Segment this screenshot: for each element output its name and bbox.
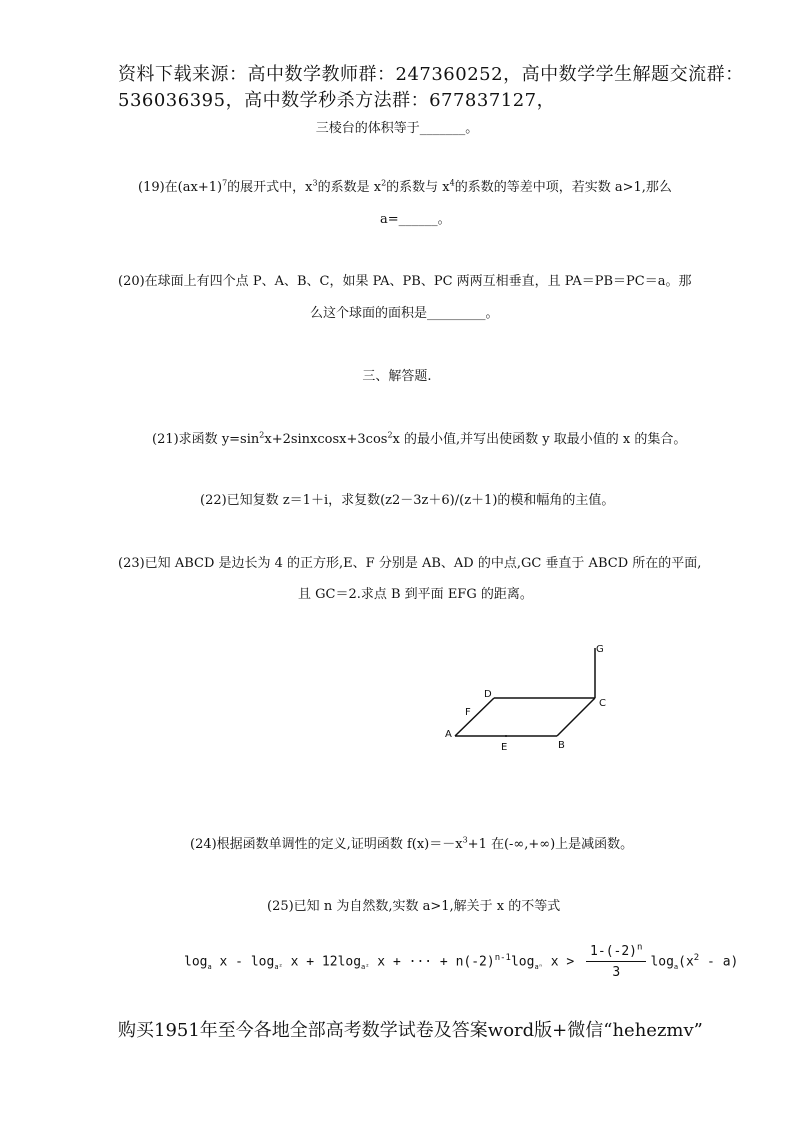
q20-line-2: 么这个球面的面积是_________。 xyxy=(310,306,499,321)
label-G: G xyxy=(596,644,604,655)
log-5: log xyxy=(650,954,674,970)
label-C: C xyxy=(599,698,606,709)
q19-exp2: 2 xyxy=(381,178,387,188)
footer-ad: 购买1951年至今各地全部高考数学试卷及答案word版+微信“hehezmv” xyxy=(118,1020,703,1041)
q24 xyxy=(190,833,633,852)
q21-text-b: x+2sinxcosx+3cos xyxy=(264,432,388,447)
ineq-tail: (x xyxy=(678,954,694,970)
log-4: log xyxy=(510,954,535,970)
q23-line-1: (23)已知 ABCD 是边长为 4 的正方形,E、F 分别是 AB、AD 的中点,GC 垂直于 ABCD 所在的平面, xyxy=(118,556,702,571)
q21-text-a: (21)求函数 y=sin xyxy=(152,432,260,447)
q19-text-c: 的系数是 x xyxy=(317,180,382,195)
ineq-fraction xyxy=(586,944,646,980)
q19-line-1 xyxy=(138,176,672,195)
log-2-base: a² xyxy=(274,963,283,972)
label-D: D xyxy=(484,689,492,700)
ineq-tail-end: - a) xyxy=(699,954,739,970)
q22: (22)已知复数 z＝1＋i，求复数(z2－3z＋6)/(z＋1)的模和幅角的主值。 xyxy=(200,493,615,508)
ineq-term-3: x + ··· + n(-2) xyxy=(369,954,495,970)
q21 xyxy=(152,428,686,447)
header-line-2: 536036395，高中数学秒杀方法群：677837127， xyxy=(118,90,556,111)
q19-exp3: 3 xyxy=(312,178,318,188)
ineq-term-2: x + 12 xyxy=(282,954,338,970)
q23-line-2: 且 GC＝2.求点 B 到平面 EFG 的距离。 xyxy=(298,587,533,602)
q21-exp2: 2 xyxy=(387,430,393,440)
log-4-base: aⁿ xyxy=(534,963,543,972)
edge-AD xyxy=(455,698,494,736)
q18-tail-text: 三棱台的体积等于_______。 xyxy=(315,121,479,136)
log-3-base: a² xyxy=(361,963,370,972)
ineq-tail-exp: 2 xyxy=(693,953,700,964)
q24-text-b: +1 在(-∞,+∞)上是减函数。 xyxy=(467,837,634,852)
log-1: log xyxy=(184,954,208,970)
q19-text-e: 的系数的等差中项，若实数 a>1,那么 xyxy=(454,180,672,195)
log-5-base: a xyxy=(673,963,679,972)
section-3-heading-text: 三、解答题. xyxy=(362,369,432,384)
header-line-1: 资料下载来源：高中数学教师群：247360252，高中数学学生解题交流群： xyxy=(118,64,744,85)
q20-line-1: (20)在球面上有四个点 P、A、B、C，如果 PA、PB、PC 两两互相垂直，且 PA＝PB＝PC＝a。那 xyxy=(118,274,692,289)
fraction-numerator-text: 1-(-2) xyxy=(590,944,638,959)
q19-text-d: 的系数与 x xyxy=(386,180,450,195)
q19-line-2: a=______。 xyxy=(380,212,451,227)
q24-exp: 3 xyxy=(462,835,468,845)
log-3: log xyxy=(337,954,362,970)
section-3-heading xyxy=(0,365,794,384)
geometry-figure xyxy=(440,640,620,755)
q21-exp1: 2 xyxy=(259,430,265,440)
q19-exp4: 4 xyxy=(449,178,455,188)
q19-text-a: (19)在(ax+1) xyxy=(138,180,223,195)
label-E: E xyxy=(501,742,508,753)
q24-text-a: (24)根据函数单调性的定义,证明函数 f(x)＝－x xyxy=(190,837,463,852)
fraction-numerator-exp: n xyxy=(637,942,643,953)
q25-intro: (25)已知 n 为自然数,实数 a>1,解关于 x 的不等式 xyxy=(267,899,561,914)
ineq-term-4: x > xyxy=(542,954,583,970)
edge-CB xyxy=(557,698,595,736)
q25-inequality xyxy=(184,944,738,980)
q19-text-b: 的展开式中，x xyxy=(227,180,313,195)
q18-tail xyxy=(0,117,794,136)
fraction-denominator: 3 xyxy=(612,965,621,980)
q19-exp7: 7 xyxy=(222,178,228,188)
point-E xyxy=(505,735,507,737)
ineq-exp-n1: n-1 xyxy=(494,953,511,964)
log-1-base: a xyxy=(207,963,212,972)
fraction-numerator xyxy=(586,944,646,962)
log-2: log xyxy=(250,954,275,970)
ineq-term-1: x - xyxy=(211,954,251,970)
label-F: F xyxy=(465,707,471,718)
q21-text-c: x 的最小值,并写出使函数 y 取最小值的 x 的集合。 xyxy=(392,432,687,447)
label-A: A xyxy=(445,729,452,740)
label-B: B xyxy=(558,740,565,751)
